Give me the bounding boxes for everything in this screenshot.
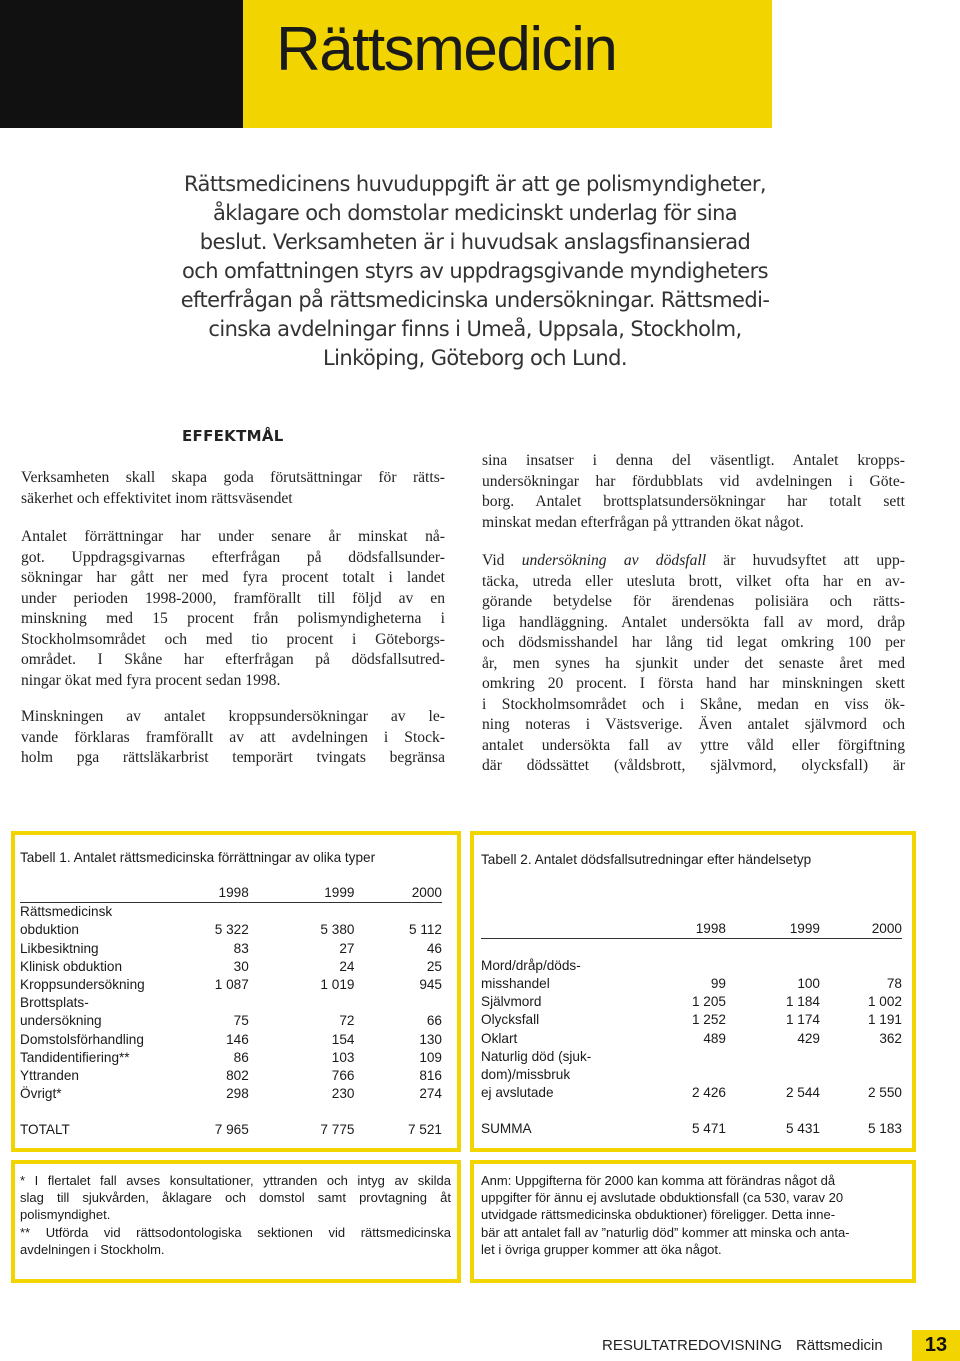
text-line — [482, 551, 905, 572]
cell-value: 1 087 — [214, 977, 249, 993]
row-label: dom)/missbruk — [481, 1066, 571, 1082]
row-label: Oklart — [481, 1030, 518, 1046]
row-label: Tandidentifiering** — [20, 1049, 130, 1065]
total-value: 7 521 — [407, 1122, 442, 1138]
table-row — [20, 921, 442, 939]
cell-value: 230 — [331, 1086, 355, 1102]
cell-value: 27 — [339, 940, 355, 956]
intro-paragraph — [160, 170, 790, 373]
intro-line: efterfrågan på rättsmedicinska undersökningar. Rättsmedi- — [180, 288, 770, 312]
text-line: sökningar har gått ner med fyra procent totalt i landet — [21, 569, 445, 586]
cell-value: 816 — [419, 1068, 442, 1084]
table-row — [20, 976, 442, 994]
intro-line: beslut. Verksamheten är i huvudsak anslagsfinansierad — [199, 230, 751, 254]
cell-value — [354, 994, 442, 1012]
row-label: Klinisk obduktion — [20, 958, 123, 974]
cell-value: 146 — [226, 1031, 249, 1047]
table-row — [20, 1012, 442, 1030]
cell-value: 2 426 — [691, 1085, 726, 1101]
intro-line: cinska avdelningar finns i Umeå, Uppsala, Stockholm, — [208, 317, 742, 341]
table1-header-label — [20, 884, 171, 903]
page-number: 13 — [912, 1330, 960, 1361]
footer-section: RESULTATREDOVISNING — [602, 1337, 783, 1354]
table-row — [481, 993, 902, 1011]
section-heading: EFFEKTMÅL — [182, 427, 284, 445]
cell-value: 99 — [710, 975, 726, 991]
cell-value: 1 205 — [691, 994, 726, 1010]
row-label: Mord/dråp/döds- — [481, 957, 581, 973]
table2-footnote — [481, 1172, 906, 1258]
table-row — [20, 958, 442, 976]
cell-value — [354, 903, 442, 922]
cell-value: 78 — [886, 975, 902, 991]
text-line: görande betydelse för ärendenas polisiära och rätts- — [482, 593, 905, 610]
text-line: liga handläggning. Antalet undersökta fall av mord, dråp — [482, 613, 905, 631]
cell-value: 46 — [426, 940, 442, 956]
table-row — [20, 994, 442, 1012]
cell-value: 30 — [233, 958, 249, 974]
text-line: got. Uppdragsgivarnas efterfrågan på dödsfallsunder- — [21, 548, 445, 566]
table-row — [20, 1085, 442, 1103]
table1-body — [20, 884, 442, 1140]
table2-year-header: 1998 — [631, 920, 726, 939]
table2-header-row — [481, 920, 902, 939]
text-line: slag till sjukvården, åklagare och domstol samt provtagning åt — [20, 1190, 451, 1206]
cell-value: 1 002 — [867, 994, 902, 1010]
page-footer — [602, 1337, 883, 1354]
body-paragraph — [482, 451, 905, 533]
cell-value: 362 — [879, 1030, 902, 1046]
table-row — [481, 975, 902, 993]
row-label: ej avslutade — [481, 1085, 554, 1101]
table-row — [20, 903, 442, 922]
text-line: i Stockholmsområdet och i Skåne, medan en viss ök- — [482, 695, 905, 713]
text-line: vande förklaras framförallt av att avdelningen i Stock- — [21, 728, 445, 746]
text-line: och dödsmisshandel har lång tid legat omkring 100 per — [482, 634, 905, 651]
text-line: ** Utförda vid rättsodontologiska sektionen vid rättsmedicinska — [20, 1224, 451, 1240]
row-label: Naturlig död (sjuk- — [481, 1048, 592, 1064]
table2-body — [481, 920, 902, 1139]
total-value: 5 471 — [691, 1121, 726, 1137]
body-paragraph — [21, 527, 445, 691]
row-label: Rättsmedicinsk — [20, 904, 113, 920]
page-title: Rättsmedicin — [276, 15, 617, 84]
text-line: år, men synes ha sjunkit under det senaste året med — [482, 654, 905, 672]
cell-value — [726, 1048, 820, 1066]
spacer-row — [481, 939, 902, 957]
cell-value: 5 112 — [408, 922, 442, 938]
text-line: Antalet förrättningar har under senare år minskat nå- — [21, 528, 445, 545]
table2-year-header: 1999 — [726, 920, 820, 939]
table1-header-row — [20, 884, 442, 903]
cell-value: 66 — [426, 1013, 442, 1029]
cell-value: 5 322 — [214, 922, 249, 938]
cell-value: 86 — [233, 1049, 249, 1065]
table2-caption: Tabell 2. Antalet dödsfallsutredningar efter händelsetyp — [481, 852, 812, 867]
cell-value: 5 380 — [320, 922, 355, 938]
text-line: antalet undersökta fall av yttre våld eller förgiftning — [482, 736, 905, 754]
text-line: bär att antalet fall av ”naturlig död” kommer att minska och anta- — [481, 1224, 850, 1240]
cell-value: 109 — [419, 1049, 442, 1065]
table1-year-header: 1998 — [171, 884, 249, 903]
spacer-row — [20, 1103, 442, 1121]
cell-value: 766 — [331, 1068, 355, 1084]
cell-value: 274 — [419, 1086, 442, 1102]
cell-value: 100 — [797, 975, 820, 991]
cell-value: 2 544 — [785, 1085, 820, 1101]
cell-value — [820, 1048, 902, 1066]
cell-value — [171, 994, 249, 1012]
total-label: SUMMA — [481, 1121, 532, 1137]
text-line: ningar ökat med fyra procent sedan 1998. — [21, 671, 281, 689]
total-label: TOTALT — [20, 1122, 70, 1138]
table2-year-header: 2000 — [820, 920, 902, 939]
cell-value: 489 — [703, 1030, 726, 1046]
cell-value: 298 — [226, 1086, 249, 1102]
cell-value: 24 — [339, 958, 355, 974]
table-row — [481, 1011, 902, 1029]
table2-header-label — [481, 920, 631, 939]
text-line: minskning med 15 procent från polismyndigheterna i — [21, 610, 445, 627]
table-row — [481, 1048, 902, 1066]
goal-paragraph — [21, 468, 445, 509]
table-row — [20, 1031, 442, 1049]
text-line: omkring 20 procent. I första hand har minskningen skett — [482, 675, 905, 692]
row-label: Självmord — [481, 994, 542, 1010]
cell-value: 130 — [419, 1031, 442, 1047]
row-label: Olycksfall — [481, 1012, 540, 1028]
table1-footnote — [20, 1172, 451, 1258]
row-label: Kroppsundersökning — [20, 977, 145, 993]
spacer-row — [481, 1102, 902, 1120]
intro-line: Linköping, Göteborg och Lund. — [323, 346, 627, 370]
text-line: borg. Antalet brottsplatsundersökningar har totalt sett — [482, 493, 905, 510]
table-row — [481, 957, 902, 975]
table1-caption: Tabell 1. Antalet rättsmedicinska förrättningar av olika typer — [20, 850, 376, 865]
cell-value: 1 252 — [691, 1012, 726, 1028]
cell-value — [820, 957, 902, 975]
text-line: minskat medan efterfrågan på yttranden ökat något. — [482, 513, 804, 531]
text-line: let i övriga grupper kommer att öka något. — [481, 1241, 722, 1257]
cell-value: 103 — [331, 1049, 355, 1065]
cell-value — [249, 903, 355, 922]
cell-value: 72 — [339, 1013, 355, 1029]
intro-line: åklagare och domstolar medicinskt underlag för sina — [212, 201, 738, 225]
cell-value: 1 174 — [785, 1012, 820, 1028]
text-run: Vid — [482, 552, 522, 569]
cell-value: 429 — [797, 1030, 820, 1046]
row-label: Domstolsförhandling — [20, 1031, 144, 1047]
text-line: utvidgade rättsmedicinska obduktioner) föreligger. Detta inne- — [481, 1207, 836, 1223]
cell-value — [249, 994, 355, 1012]
text-line: undersökningar har fördubblats vid avdelningen i Göte- — [482, 472, 905, 490]
total-row — [481, 1120, 902, 1138]
table-row — [481, 1066, 902, 1084]
total-row — [20, 1121, 442, 1139]
emphasis-text: undersökning av dödsfall — [521, 552, 707, 569]
table-row — [20, 1067, 442, 1085]
table2 — [481, 920, 902, 1139]
header-black-block — [0, 0, 243, 128]
total-value: 5 183 — [867, 1121, 902, 1137]
text-line: Anm: Uppgifterna för 2000 kan komma att förändras något då — [481, 1173, 836, 1188]
table1 — [20, 884, 442, 1140]
text-line: säkerhet och effektivitet inom rättsväsendet — [21, 489, 293, 507]
intro-line: och omfattningen styrs av uppdragsgivande myndigheters — [182, 259, 768, 283]
text-line: sina insatser i denna del väsentligt. Antalet kropps- — [482, 452, 905, 469]
text-line: ning noteras i Västsverige. Även antalet självmord och — [482, 716, 905, 733]
table-row — [20, 1049, 442, 1067]
cell-value — [631, 1066, 726, 1084]
text-line: täcka, utreda eller utesluta brott, vilket ofta har en av- — [482, 572, 905, 590]
cell-value — [171, 903, 249, 922]
cell-value — [631, 957, 726, 975]
table1-year-header: 2000 — [354, 884, 442, 903]
text-line: Stockholmsområdet och med tio procent i Göteborgs- — [21, 630, 445, 648]
cell-value: 802 — [226, 1068, 249, 1084]
left-column — [21, 468, 445, 769]
row-label: Övrigt* — [20, 1086, 62, 1102]
row-label: undersökning — [20, 1013, 102, 1029]
row-label: obduktion — [20, 922, 79, 938]
body-paragraph — [21, 707, 445, 769]
table1-year-header: 1999 — [249, 884, 355, 903]
row-label: Brottsplats- — [20, 995, 89, 1011]
total-value: 5 431 — [785, 1121, 820, 1137]
row-label: Yttranden — [20, 1068, 79, 1084]
row-label: Likbesiktning — [20, 940, 99, 956]
text-line: Minskningen av antalet kroppsundersökningar av le- — [21, 708, 445, 725]
cell-value — [631, 1048, 726, 1066]
cell-value: 1 191 — [867, 1012, 902, 1028]
cell-value: 1 019 — [320, 977, 355, 993]
cell-value: 2 550 — [867, 1085, 902, 1101]
total-value: 7 775 — [320, 1122, 355, 1138]
text-line: området. I Skåne har efterfrågan på dödsfallsutred- — [21, 651, 445, 668]
cell-value: 83 — [233, 940, 249, 956]
cell-value — [726, 957, 820, 975]
text-line: uppgifter för ännu ej avslutade obduktionsfall (ca 530, varav 20 — [481, 1190, 844, 1206]
footer-chapter: Rättsmedicin — [796, 1337, 883, 1354]
cell-value: 25 — [426, 958, 442, 974]
text-line: under perioden 1998-2000, framförallt till följd av en — [21, 589, 445, 607]
cell-value: 945 — [419, 977, 442, 993]
cell-value — [726, 1066, 820, 1084]
row-label: misshandel — [481, 975, 550, 991]
right-column — [482, 451, 905, 777]
text-line: där dödssättet (våldsbrott, självmord, olycksfall) är — [482, 757, 905, 774]
cell-value: 1 184 — [785, 994, 820, 1010]
text-line: avdelningen i Stockholm. — [20, 1241, 165, 1257]
text-line: polismyndighet. — [20, 1207, 111, 1223]
table-row — [481, 1084, 902, 1102]
text-line: Verksamheten skall skapa goda förutsättningar för rätts- — [21, 469, 445, 486]
table-row — [20, 940, 442, 958]
cell-value — [820, 1066, 902, 1084]
table-row — [481, 1030, 902, 1048]
intro-line: Rättsmedicinens huvuduppgift är att ge polismyndigheter, — [184, 172, 766, 196]
cell-value: 154 — [331, 1031, 355, 1047]
cell-value: 75 — [233, 1013, 249, 1029]
text-line: * I flertalet fall avses konsultationer, yttranden och intyg av skilda — [20, 1173, 451, 1188]
text-line: holm pga rättsläkarbrist temporärt tvingats begränsa — [21, 749, 445, 766]
total-value: 7 965 — [214, 1122, 249, 1138]
text-run: är huvudsyftet att upp- — [706, 552, 905, 569]
body-paragraph — [482, 551, 905, 777]
